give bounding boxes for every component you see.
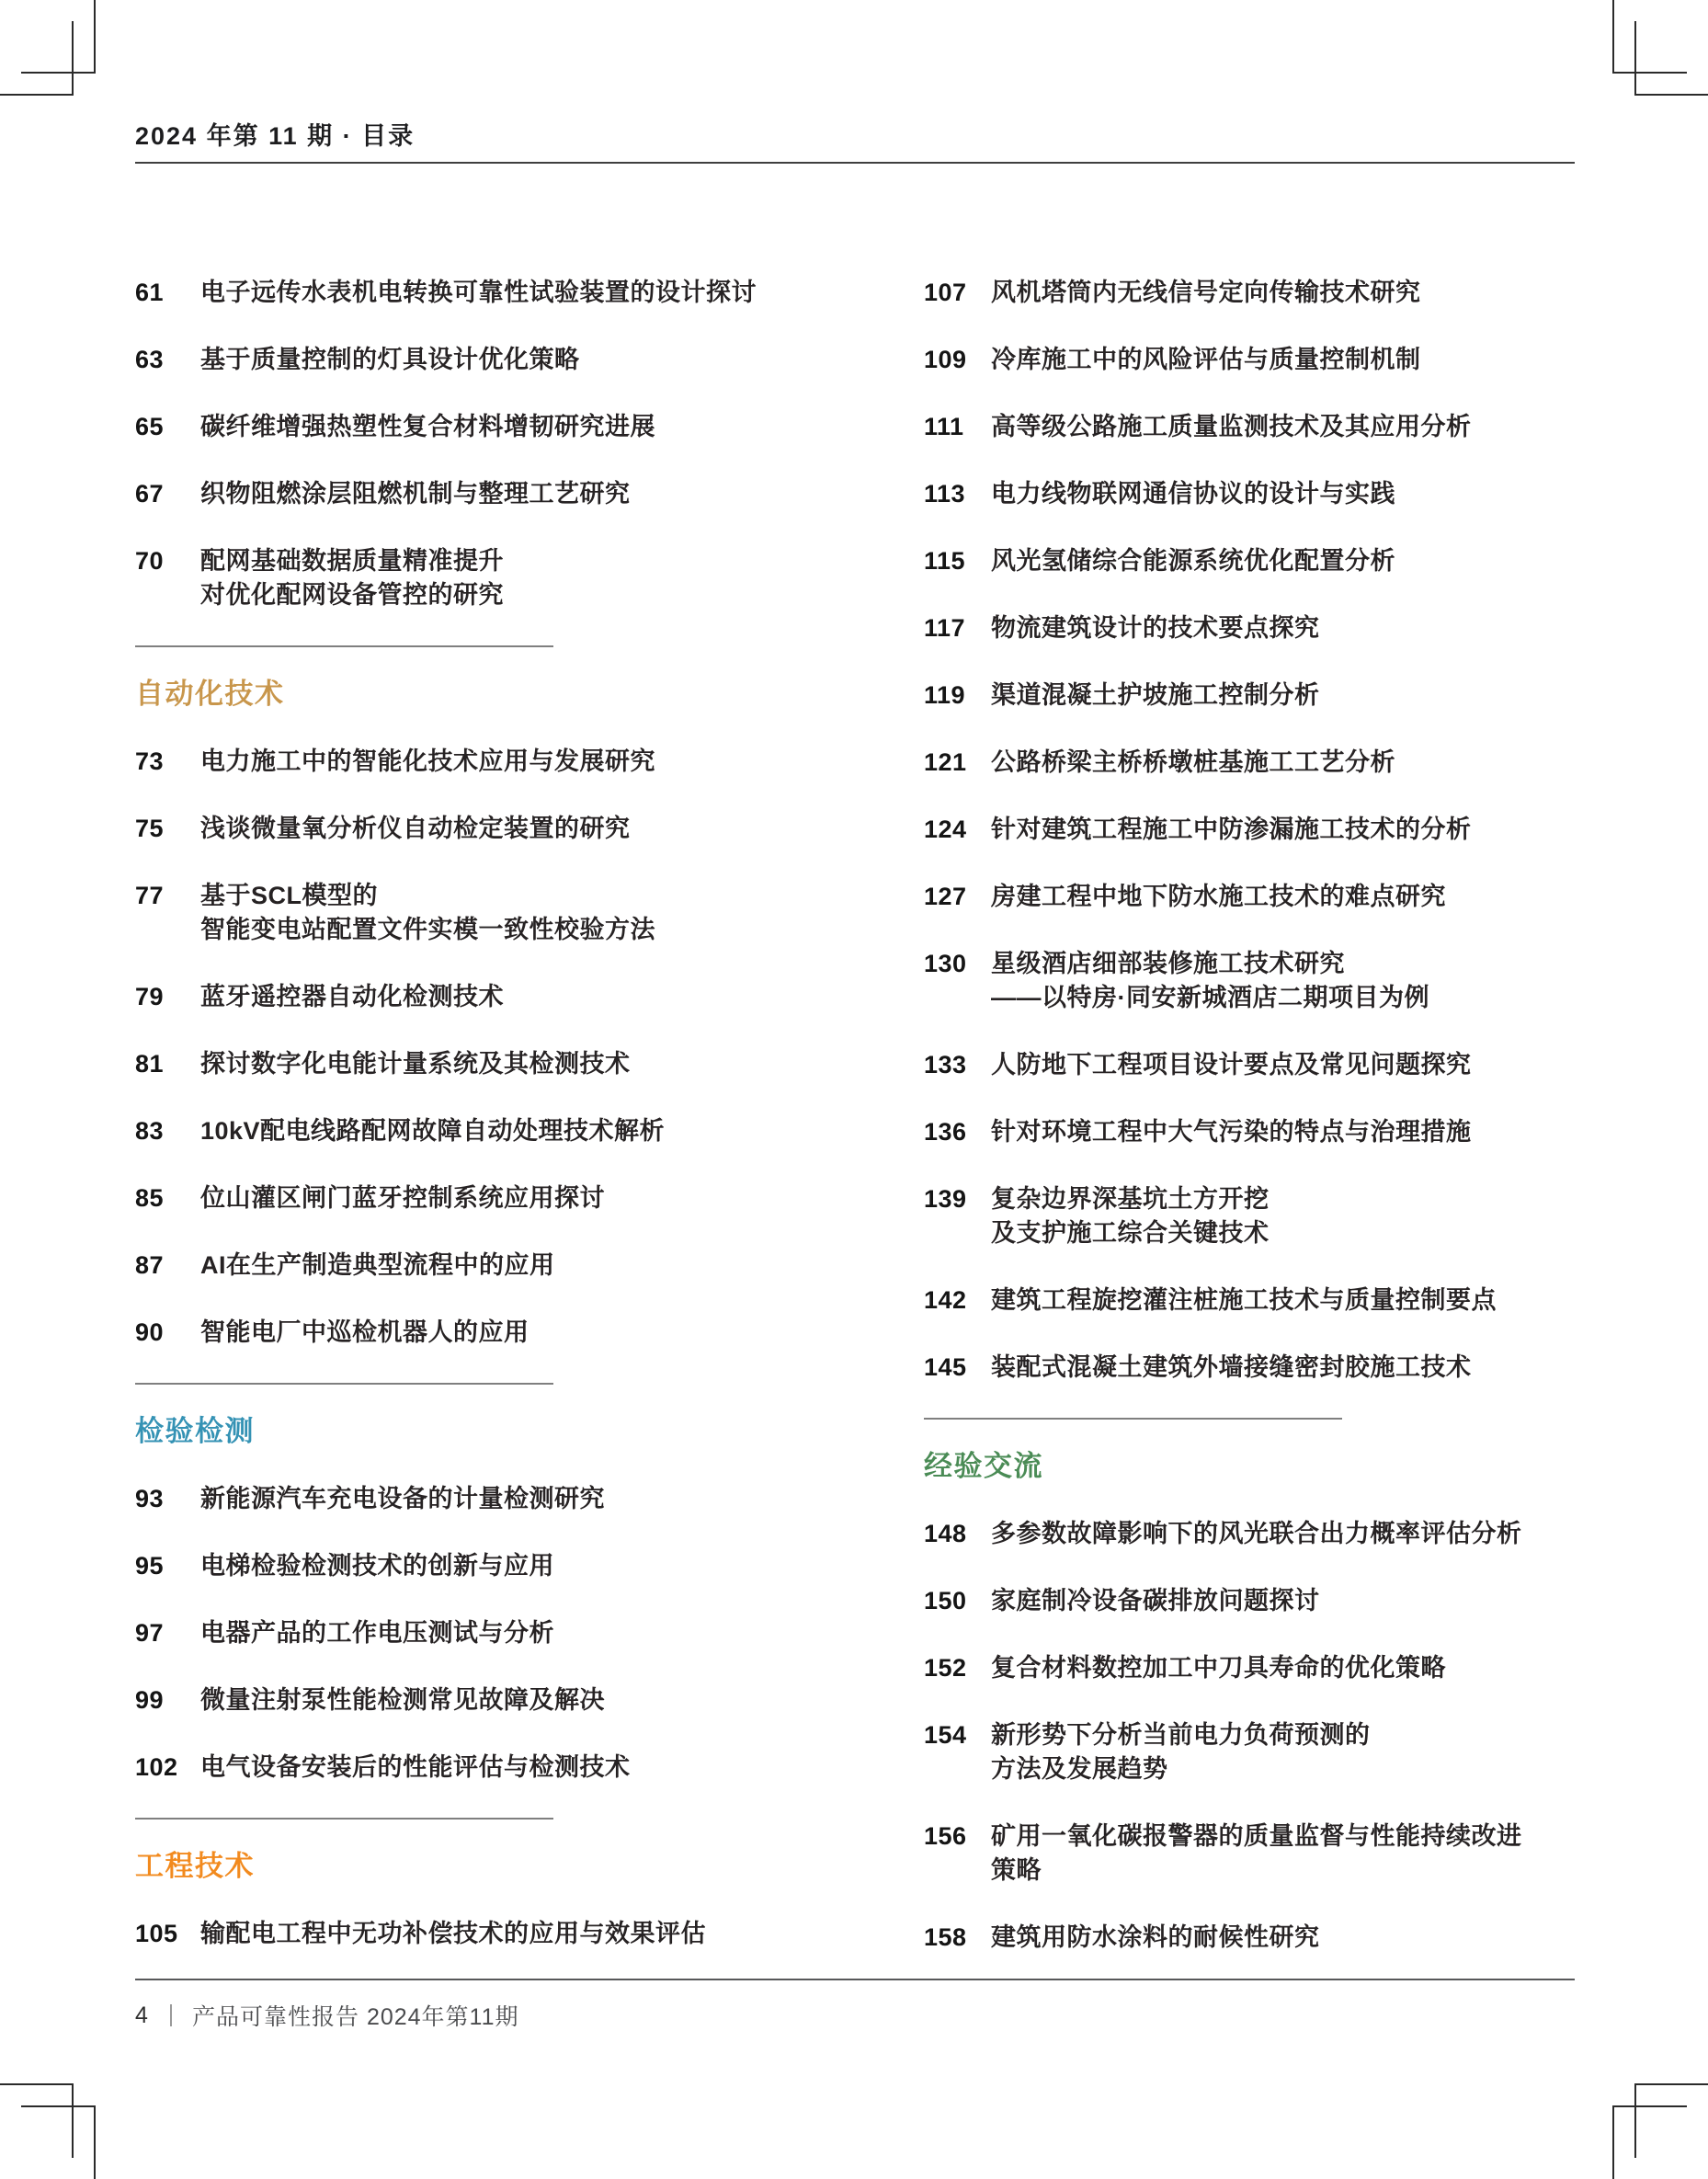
toc-entry-title: 人防地下工程项目设计要点及常见问题探究 — [991, 1051, 1472, 1078]
toc-entry — [924, 1820, 1567, 1888]
toc-entry-page-number: 136 — [924, 1118, 967, 1146]
toc-entry-title: 输配电工程中无功补偿技术的应用与效果评估 — [200, 1920, 706, 1947]
toc-entry-page-number: 158 — [924, 1923, 967, 1951]
toc-entry — [924, 477, 1567, 511]
toc-entry-title: 新能源汽车充电设备的计量检测研究 — [200, 1485, 605, 1512]
footer-page-number: 4 — [135, 2002, 148, 2028]
section-heading-experience: 经验交流 — [924, 1450, 1043, 1482]
toc-entry-title: 蓝牙遥控器自动化检测技术 — [200, 983, 504, 1010]
toc-column-right — [924, 276, 1567, 1988]
toc-entry-title: 基于SCL模型的 智能变电站配置文件实模一致性校验方法 — [200, 882, 655, 943]
section-heading-engineering: 工程技术 — [135, 1850, 255, 1882]
toc-entry-title: 电力线物联网通信协议的设计与实践 — [991, 480, 1395, 508]
toc-entry — [135, 1549, 779, 1583]
toc-entry-title: 矿用一氧化碳报警器的质量监督与性能持续改进 策略 — [991, 1822, 1522, 1884]
toc-entry-title: 织物阻燃涂层阻燃机制与整理工艺研究 — [200, 480, 631, 508]
toc-entry-page-number: 95 — [135, 1552, 165, 1580]
toc-entry — [135, 1114, 779, 1148]
toc-entry-page-number: 83 — [135, 1117, 165, 1145]
toc-entry-page-number: 99 — [135, 1686, 165, 1714]
toc-entry-title: 多参数故障影响下的风光联合出力概率评估分析 — [991, 1520, 1522, 1547]
toc-entry-title: 针对环境工程中大气污染的特点与治理措施 — [991, 1118, 1472, 1146]
toc-entry — [135, 1047, 779, 1081]
toc-entry — [924, 1115, 1567, 1149]
toc-entry-page-number: 156 — [924, 1822, 967, 1850]
toc-entry — [924, 1283, 1567, 1318]
toc-entry-title: 渠道混凝土护坡施工控制分析 — [991, 681, 1320, 709]
toc-entry-title: 微量注射泵性能检测常见故障及解决 — [200, 1686, 605, 1714]
toc-entry-title: 房建工程中地下防水施工技术的难点研究 — [991, 883, 1446, 910]
toc-entry — [135, 276, 779, 310]
toc-entry-page-number: 79 — [135, 983, 165, 1010]
toc-entry-page-number: 97 — [135, 1619, 165, 1647]
section-heading-automation: 自动化技术 — [135, 678, 285, 710]
toc-entry — [135, 1917, 779, 1951]
toc-entry-page-number: 90 — [135, 1318, 165, 1346]
toc-entry-page-number: 77 — [135, 882, 165, 909]
toc-entry-title: 电子远传水表机电转换可靠性试验装置的设计探讨 — [200, 279, 757, 306]
toc-entry-page-number: 113 — [924, 480, 966, 508]
toc-entry — [135, 544, 779, 612]
toc-entry — [924, 1651, 1567, 1685]
toc-entry — [924, 544, 1567, 578]
toc-entry — [924, 276, 1567, 310]
section-divider — [135, 645, 553, 647]
page-footer — [135, 1999, 519, 2032]
toc-entry — [924, 343, 1567, 377]
toc-entry-title: 星级酒店细部装修施工技术研究 ——以特房·同安新城酒店二期项目为例 — [991, 950, 1429, 1011]
toc-entry — [924, 679, 1567, 713]
toc-entry — [135, 1683, 779, 1717]
section-heading-inspection: 检验检测 — [135, 1415, 255, 1447]
toc-entry — [924, 1718, 1567, 1786]
toc-entry-page-number: 63 — [135, 346, 165, 373]
toc-entry-page-number: 124 — [924, 816, 967, 843]
toc-entry-page-number: 105 — [135, 1920, 178, 1947]
toc-column-left — [135, 276, 779, 1984]
toc-entry-title: 基于质量控制的灯具设计优化策略 — [200, 346, 580, 373]
toc-entry — [135, 812, 779, 846]
toc-entry-page-number: 139 — [924, 1185, 967, 1213]
crop-mark-top-right-inner — [1634, 21, 1708, 96]
toc-entry-page-number: 65 — [135, 413, 165, 440]
toc-entry — [135, 1181, 779, 1215]
toc-entry — [924, 947, 1567, 1015]
toc-entry-title: 浅谈微量氧分析仪自动检定装置的研究 — [200, 815, 631, 842]
toc-entry-page-number: 150 — [924, 1587, 967, 1614]
toc-entry-page-number: 130 — [924, 950, 967, 977]
toc-entry — [924, 1921, 1567, 1955]
toc-entry — [135, 343, 779, 377]
toc-entry-title: 高等级公路施工质量监测技术及其应用分析 — [991, 413, 1472, 440]
toc-entry — [924, 1517, 1567, 1551]
crop-mark-bottom-left-inner — [0, 2083, 74, 2158]
toc-entry-page-number: 61 — [135, 279, 165, 306]
toc-entry — [135, 879, 779, 947]
toc-entry-page-number: 70 — [135, 547, 165, 575]
toc-entry-title: 10kV配电线路配网故障自动处理技术解析 — [200, 1117, 666, 1145]
footer-divider — [135, 1979, 1575, 1980]
toc-entry — [135, 1316, 779, 1350]
toc-entry-page-number: 154 — [924, 1721, 967, 1749]
toc-entry — [135, 1616, 779, 1650]
toc-entry-page-number: 142 — [924, 1286, 967, 1314]
toc-entry-title: 风光氢储综合能源系统优化配置分析 — [991, 547, 1395, 575]
footer-separator-bar — [170, 2004, 172, 2026]
toc-entry-page-number: 145 — [924, 1353, 967, 1381]
toc-entry — [924, 1584, 1567, 1618]
toc-entry-page-number: 109 — [924, 346, 967, 373]
toc-entry — [135, 1249, 779, 1283]
footer-journal-title: 产品可靠性报告 2024年第11期 — [192, 2004, 519, 2030]
toc-entry-title: 复杂边界深基坑土方开挖 及支护施工综合关键技术 — [991, 1185, 1270, 1247]
section-divider — [135, 1818, 553, 1820]
toc-entry-title: 电力施工中的智能化技术应用与发展研究 — [200, 747, 655, 775]
toc-entry-page-number: 133 — [924, 1051, 967, 1078]
toc-entry-page-number: 111 — [924, 413, 964, 440]
toc-entry-title: 装配式混凝土建筑外墙接缝密封胶施工技术 — [991, 1353, 1472, 1381]
toc-entry — [924, 813, 1567, 847]
toc-entry-title: 建筑用防水涂料的耐候性研究 — [991, 1923, 1320, 1951]
section-divider — [924, 1418, 1342, 1420]
toc-entry — [924, 746, 1567, 780]
toc-entry-page-number: 107 — [924, 279, 967, 306]
toc-entry-title: 电器产品的工作电压测试与分析 — [200, 1619, 554, 1647]
header-divider — [135, 162, 1575, 164]
toc-entry-page-number: 117 — [924, 614, 966, 642]
toc-entry — [924, 611, 1567, 645]
toc-entry-page-number: 148 — [924, 1520, 967, 1547]
toc-entry-title: 公路桥梁主桥桥墩桩基施工工艺分析 — [991, 748, 1395, 776]
toc-entry-page-number: 102 — [135, 1753, 178, 1781]
toc-entry — [135, 477, 779, 511]
toc-entry-page-number: 152 — [924, 1654, 967, 1682]
toc-entry — [924, 410, 1567, 444]
toc-entry-title: 针对建筑工程施工中防渗漏施工技术的分析 — [991, 816, 1472, 843]
toc-entry-title: 物流建筑设计的技术要点探究 — [991, 614, 1320, 642]
toc-entry — [924, 880, 1567, 914]
toc-entry-page-number: 85 — [135, 1184, 165, 1212]
toc-entry-page-number: 121 — [924, 748, 967, 776]
crop-mark-bottom-right-inner — [1634, 2083, 1708, 2158]
toc-entry-title: 复合材料数控加工中刀具寿命的优化策略 — [991, 1654, 1446, 1682]
toc-entry-page-number: 67 — [135, 480, 165, 508]
toc-entry-page-number: 127 — [924, 883, 967, 910]
page-title: 2024 年第 11 期 · 目录 — [135, 122, 416, 150]
toc-entry — [135, 1751, 779, 1785]
toc-entry-title: 建筑工程旋挖灌注桩施工技术与质量控制要点 — [991, 1286, 1497, 1314]
toc-entry — [924, 1048, 1567, 1082]
toc-entry-page-number: 119 — [924, 681, 966, 709]
toc-entry-title: 碳纤维增强热塑性复合材料增韧研究进展 — [200, 413, 655, 440]
toc-entry-page-number: 115 — [924, 547, 966, 575]
toc-entry — [135, 745, 779, 779]
toc-entry-title: 智能电厂中巡检机器人的应用 — [200, 1318, 529, 1346]
toc-entry-page-number: 75 — [135, 815, 165, 842]
toc-entry — [924, 1182, 1567, 1250]
toc-entry-title: 电气设备安装后的性能评估与检测技术 — [200, 1753, 631, 1781]
toc-entry — [135, 410, 779, 444]
toc-entry-title: 风机塔筒内无线信号定向传输技术研究 — [991, 279, 1421, 306]
toc-entry-title: 冷库施工中的风险评估与质量控制机制 — [991, 346, 1421, 373]
crop-mark-top-left-inner — [0, 21, 74, 96]
toc-entry-page-number: 87 — [135, 1251, 165, 1279]
toc-entry-title: 探讨数字化电能计量系统及其检测技术 — [200, 1050, 631, 1078]
toc-entry — [924, 1351, 1567, 1385]
toc-entry-title: 新形势下分析当前电力负荷预测的 方法及发展趋势 — [991, 1721, 1371, 1783]
toc-entry-title: 家庭制冷设备碳排放问题探讨 — [991, 1587, 1320, 1614]
toc-entry-page-number: 93 — [135, 1485, 165, 1512]
toc-entry-page-number: 73 — [135, 747, 165, 775]
toc-entry-title: 电梯检验检测技术的创新与应用 — [200, 1552, 554, 1580]
toc-entry-title: 位山灌区闸门蓝牙控制系统应用探讨 — [200, 1184, 605, 1212]
toc-entry-title: 配网基础数据质量精准提升 对优化配网设备管控的研究 — [200, 547, 504, 609]
toc-entry-title: AI在生产制造典型流程中的应用 — [200, 1251, 555, 1279]
toc-entry — [135, 980, 779, 1014]
section-divider — [135, 1383, 553, 1385]
toc-entry-page-number: 81 — [135, 1050, 165, 1078]
toc-entry — [135, 1482, 779, 1516]
